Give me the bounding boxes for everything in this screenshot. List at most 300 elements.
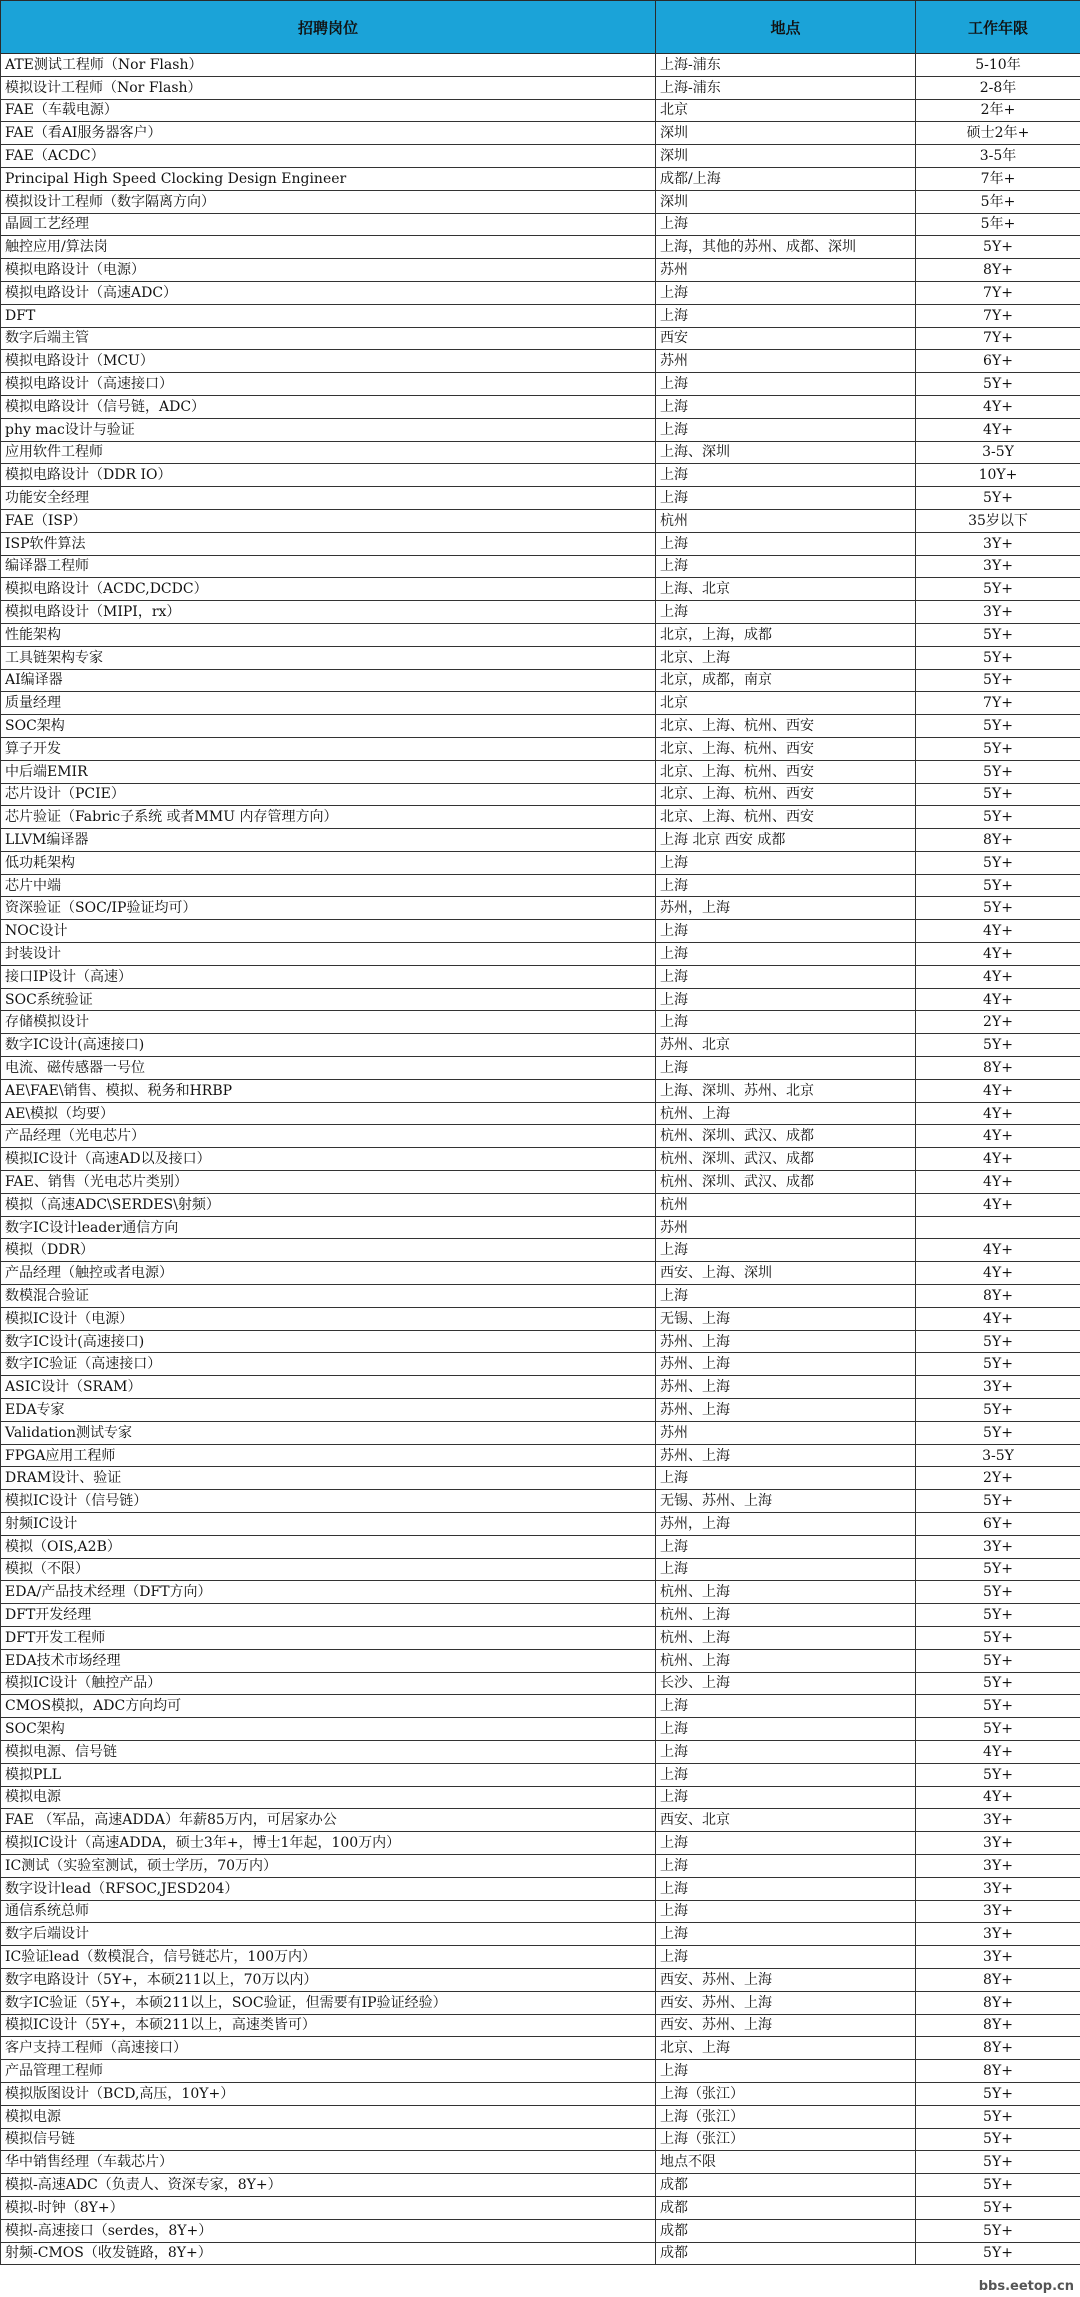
location-cell: 西安、北京 <box>656 1809 916 1832</box>
position-cell: 芯片设计（PCIE） <box>1 783 656 806</box>
position-cell: 模拟IC设计（高速ADDA，硕士3年+，博士1年起，100万内） <box>1 1832 656 1855</box>
position-cell: 模拟电路设计（DDR IO） <box>1 464 656 487</box>
experience-cell: 5Y+ <box>916 715 1080 738</box>
header-experience: 工作年限 <box>916 1 1080 54</box>
location-cell: 苏州，上海 <box>656 1513 916 1536</box>
location-cell: 上海 <box>656 1923 916 1946</box>
position-cell: 模拟-时钟（8Y+） <box>1 2196 656 2219</box>
table-row <box>1 2242 1080 2265</box>
location-cell: 杭州 <box>656 1193 916 1216</box>
position-cell: EDA技术市场经理 <box>1 1649 656 1672</box>
location-cell: 上海 <box>656 1011 916 1034</box>
location-cell: 苏州、上海 <box>656 1330 916 1353</box>
location-cell: 北京、上海、杭州、西安 <box>656 783 916 806</box>
position-cell: 射频IC设计 <box>1 1513 656 1536</box>
position-cell: 数字IC验证（5Y+，本硕211以上，SOC验证，但需要有IP验证经验） <box>1 1991 656 2014</box>
position-cell: IC测试（实验室测试，硕士学历，70万内） <box>1 1854 656 1877</box>
experience-cell: 3Y+ <box>916 555 1080 578</box>
header-location: 地点 <box>656 1 916 54</box>
experience-cell: 5Y+ <box>916 1558 1080 1581</box>
location-cell: 上海-浦东 <box>656 76 916 99</box>
experience-cell: 4Y+ <box>916 1239 1080 1262</box>
location-cell: 上海 <box>656 1718 916 1741</box>
experience-cell: 5Y+ <box>916 2174 1080 2197</box>
location-cell: 上海 <box>656 395 916 418</box>
table-row <box>1 327 1080 350</box>
table-row <box>1 2105 1080 2128</box>
position-cell: FAE （军品，高速ADDA）年薪85万内，可居家办公 <box>1 1809 656 1832</box>
table-row <box>1 737 1080 760</box>
experience-cell: 5Y+ <box>916 578 1080 601</box>
experience-cell: 5Y+ <box>916 783 1080 806</box>
position-cell: 模拟IC设计（电源） <box>1 1307 656 1330</box>
position-cell: 资深验证（SOC/IP验证均可） <box>1 897 656 920</box>
experience-cell: 5Y+ <box>916 669 1080 692</box>
location-cell: 上海（张江） <box>656 2105 916 2128</box>
location-cell: 上海、深圳 <box>656 441 916 464</box>
location-cell: 杭州、上海 <box>656 1102 916 1125</box>
position-cell: LLVM编译器 <box>1 829 656 852</box>
location-cell: 上海，其他的苏州、成都、深圳 <box>656 236 916 259</box>
experience-cell: 8Y+ <box>916 1285 1080 1308</box>
experience-cell: 2年+ <box>916 99 1080 122</box>
position-cell: 功能安全经理 <box>1 487 656 510</box>
table-row <box>1 646 1080 669</box>
experience-cell: 5Y+ <box>916 623 1080 646</box>
position-cell: 数模混合验证 <box>1 1285 656 1308</box>
table-row <box>1 76 1080 99</box>
experience-cell: 5Y+ <box>916 646 1080 669</box>
table-row <box>1 1900 1080 1923</box>
position-cell: 数字设计lead（RFSOC,JESD204） <box>1 1877 656 1900</box>
location-cell: 杭州、上海 <box>656 1649 916 1672</box>
position-cell: 应用软件工程师 <box>1 441 656 464</box>
position-cell: FAE、销售（光电芯片类别） <box>1 1171 656 1194</box>
position-cell: 模拟电路设计（高速接口） <box>1 373 656 396</box>
experience-cell: 5Y+ <box>916 2219 1080 2242</box>
location-cell: 上海 北京 西安 成都 <box>656 829 916 852</box>
location-cell: 上海 <box>656 1057 916 1080</box>
location-cell: 北京，上海，成都 <box>656 623 916 646</box>
position-cell: 模拟电路设计（信号链，ADC） <box>1 395 656 418</box>
location-cell: 苏州 <box>656 259 916 282</box>
position-cell: 编译器工程师 <box>1 555 656 578</box>
experience-cell: 5-10年 <box>916 54 1080 77</box>
position-cell: Validation测试专家 <box>1 1421 656 1444</box>
experience-cell: 5Y+ <box>916 487 1080 510</box>
position-cell: 封装设计 <box>1 943 656 966</box>
location-cell: 苏州、上海 <box>656 1444 916 1467</box>
table-row <box>1 122 1080 145</box>
position-cell: SOC架构 <box>1 1718 656 1741</box>
experience-cell: 5Y+ <box>916 236 1080 259</box>
position-cell: DFT <box>1 304 656 327</box>
table-row <box>1 1535 1080 1558</box>
position-cell: 模拟电源、信号链 <box>1 1740 656 1763</box>
location-cell: 上海、北京 <box>656 578 916 601</box>
position-cell: Principal High Speed Clocking Design Engineer <box>1 167 656 190</box>
location-cell: 苏州、北京 <box>656 1034 916 1057</box>
experience-cell: 6Y+ <box>916 1513 1080 1536</box>
table-row <box>1 259 1080 282</box>
table-body <box>1 54 1080 2265</box>
table-row <box>1 1946 1080 1969</box>
position-cell: 数字电路设计（5Y+，本硕211以上，70万以内） <box>1 1968 656 1991</box>
experience-cell: 5Y+ <box>916 1672 1080 1695</box>
position-cell: 模拟电路设计（电源） <box>1 259 656 282</box>
header-position: 招聘岗位 <box>1 1 656 54</box>
experience-cell: 5Y+ <box>916 2242 1080 2265</box>
location-cell: 长沙、上海 <box>656 1672 916 1695</box>
table-row <box>1 1421 1080 1444</box>
experience-cell: 5Y+ <box>916 897 1080 920</box>
table-row <box>1 1672 1080 1695</box>
table-row <box>1 1649 1080 1672</box>
position-cell: SOC系统验证 <box>1 988 656 1011</box>
table-row <box>1 897 1080 920</box>
experience-cell: 2Y+ <box>916 1467 1080 1490</box>
location-cell: 上海 <box>656 532 916 555</box>
position-cell: 射频-CMOS（收发链路，8Y+） <box>1 2242 656 2265</box>
location-cell: 成都/上海 <box>656 167 916 190</box>
location-cell: 苏州、上海 <box>656 1376 916 1399</box>
position-cell: 数字IC设计(高速接口) <box>1 1330 656 1353</box>
experience-cell: 4Y+ <box>916 395 1080 418</box>
location-cell: 西安、上海、深圳 <box>656 1262 916 1285</box>
location-cell: 杭州、上海 <box>656 1626 916 1649</box>
table-row <box>1 1832 1080 1855</box>
position-cell: AE\模拟（均要） <box>1 1102 656 1125</box>
experience-cell: 8Y+ <box>916 2060 1080 2083</box>
location-cell: 上海 <box>656 1740 916 1763</box>
location-cell: 西安 <box>656 327 916 350</box>
table-row <box>1 1193 1080 1216</box>
table-row <box>1 395 1080 418</box>
position-cell: 模拟IC设计（触控产品） <box>1 1672 656 1695</box>
position-cell: 模拟电源 <box>1 1786 656 1809</box>
experience-cell: 5Y+ <box>916 1490 1080 1513</box>
experience-cell: 5年+ <box>916 190 1080 213</box>
location-cell: 北京、上海、杭州、西安 <box>656 715 916 738</box>
location-cell: 苏州、上海 <box>656 1353 916 1376</box>
experience-cell: 7Y+ <box>916 281 1080 304</box>
table-row <box>1 1079 1080 1102</box>
table-row <box>1 418 1080 441</box>
position-cell: FAE（车载电源） <box>1 99 656 122</box>
table-row <box>1 1444 1080 1467</box>
location-cell: 上海（张江） <box>656 2128 916 2151</box>
table-row <box>1 2060 1080 2083</box>
location-cell: 上海 <box>656 1786 916 1809</box>
location-cell: 深圳 <box>656 122 916 145</box>
table-row <box>1 1558 1080 1581</box>
table-row <box>1 236 1080 259</box>
location-cell: 杭州、深圳、武汉、成都 <box>656 1125 916 1148</box>
experience-cell: 5Y+ <box>916 1604 1080 1627</box>
location-cell: 成都 <box>656 2196 916 2219</box>
table-row <box>1 1011 1080 1034</box>
position-cell: SOC架构 <box>1 715 656 738</box>
location-cell: 上海 <box>656 1946 916 1969</box>
location-cell: 上海 <box>656 1285 916 1308</box>
table-row <box>1 2151 1080 2174</box>
table-row <box>1 1171 1080 1194</box>
experience-cell: 35岁以下 <box>916 509 1080 532</box>
location-cell: 成都 <box>656 2174 916 2197</box>
position-cell: 模拟电路设计（MCU） <box>1 350 656 373</box>
position-cell: 模拟（OIS,A2B） <box>1 1535 656 1558</box>
position-cell: 模拟设计工程师（Nor Flash） <box>1 76 656 99</box>
table-row <box>1 920 1080 943</box>
experience-cell: 5Y+ <box>916 1763 1080 1786</box>
location-cell: 杭州、上海 <box>656 1581 916 1604</box>
position-cell: 数字IC验证（高速接口） <box>1 1353 656 1376</box>
experience-cell: 5Y+ <box>916 2128 1080 2151</box>
table-row <box>1 1034 1080 1057</box>
location-cell: 杭州、上海 <box>656 1604 916 1627</box>
experience-cell: 5Y+ <box>916 1695 1080 1718</box>
table-row <box>1 1604 1080 1627</box>
experience-cell: 3Y+ <box>916 1832 1080 1855</box>
experience-cell: 8Y+ <box>916 259 1080 282</box>
experience-cell: 4Y+ <box>916 1171 1080 1194</box>
experience-cell: 7年+ <box>916 167 1080 190</box>
position-cell: 质量经理 <box>1 692 656 715</box>
location-cell: 杭州、深圳、武汉、成都 <box>656 1148 916 1171</box>
experience-cell: 4Y+ <box>916 1125 1080 1148</box>
experience-cell: 5Y+ <box>916 1421 1080 1444</box>
location-cell: 上海 <box>656 213 916 236</box>
position-cell: 通信系统总师 <box>1 1900 656 1923</box>
experience-cell: 4Y+ <box>916 1148 1080 1171</box>
position-cell: 产品经理（光电芯片） <box>1 1125 656 1148</box>
location-cell: 西安、苏州、上海 <box>656 2014 916 2037</box>
table-row <box>1 1581 1080 1604</box>
position-cell: phy mac设计与验证 <box>1 418 656 441</box>
table-row <box>1 213 1080 236</box>
table-row <box>1 1057 1080 1080</box>
experience-cell: 3Y+ <box>916 1376 1080 1399</box>
position-cell: 模拟PLL <box>1 1763 656 1786</box>
position-cell: 模拟电源 <box>1 2105 656 2128</box>
position-cell: 数字后端设计 <box>1 1923 656 1946</box>
table-row <box>1 1513 1080 1536</box>
experience-cell: 5Y+ <box>916 1399 1080 1422</box>
table-row <box>1 441 1080 464</box>
position-cell: 芯片验证（Fabric子系统 或者MMU 内存管理方向） <box>1 806 656 829</box>
position-cell: 工具链架构专家 <box>1 646 656 669</box>
experience-cell: 8Y+ <box>916 1057 1080 1080</box>
experience-cell: 7Y+ <box>916 327 1080 350</box>
position-cell: DRAM设计、验证 <box>1 1467 656 1490</box>
table-row <box>1 806 1080 829</box>
experience-cell: 8Y+ <box>916 2037 1080 2060</box>
position-cell: 算子开发 <box>1 737 656 760</box>
location-cell: 苏州 <box>656 1216 916 1239</box>
position-cell: 接口IP设计（高速） <box>1 965 656 988</box>
location-cell: 上海-浦东 <box>656 54 916 77</box>
location-cell: 上海 <box>656 555 916 578</box>
location-cell: 上海 <box>656 418 916 441</box>
location-cell: 西安、苏州、上海 <box>656 1991 916 2014</box>
experience-cell: 4Y+ <box>916 1102 1080 1125</box>
table-row <box>1 487 1080 510</box>
location-cell: 北京 <box>656 99 916 122</box>
location-cell: 上海 <box>656 281 916 304</box>
table-row <box>1 1490 1080 1513</box>
table-row <box>1 2082 1080 2105</box>
table-row <box>1 1376 1080 1399</box>
table-row <box>1 874 1080 897</box>
table-row <box>1 1125 1080 1148</box>
experience-cell: 4Y+ <box>916 1262 1080 1285</box>
table-row <box>1 1809 1080 1832</box>
table-row <box>1 851 1080 874</box>
table-row <box>1 1740 1080 1763</box>
experience-cell: 3-5Y <box>916 1444 1080 1467</box>
position-cell: NOC设计 <box>1 920 656 943</box>
position-cell: 模拟信号链 <box>1 2128 656 2151</box>
watermark: bbs.eetop.cn <box>978 2279 1074 2294</box>
experience-cell: 5Y+ <box>916 760 1080 783</box>
experience-cell: 5Y+ <box>916 1581 1080 1604</box>
table-row <box>1 623 1080 646</box>
location-cell: 苏州 <box>656 350 916 373</box>
position-cell: FPGA应用工程师 <box>1 1444 656 1467</box>
position-cell: 模拟电路设计（MIPI，rx） <box>1 601 656 624</box>
table-row <box>1 1877 1080 1900</box>
location-cell: 上海、深圳、苏州、北京 <box>656 1079 916 1102</box>
table-row <box>1 1330 1080 1353</box>
table-row <box>1 2128 1080 2151</box>
table-row <box>1 1262 1080 1285</box>
location-cell: 上海 <box>656 2060 916 2083</box>
position-cell: EDA/产品技术经理（DFT方向） <box>1 1581 656 1604</box>
position-cell: ASIC设计（SRAM） <box>1 1376 656 1399</box>
table-row <box>1 167 1080 190</box>
table-row <box>1 783 1080 806</box>
table-row <box>1 1148 1080 1171</box>
location-cell: 上海 <box>656 1239 916 1262</box>
location-cell: 地点不限 <box>656 2151 916 2174</box>
position-cell: FAE（ACDC） <box>1 145 656 168</box>
table-row <box>1 1216 1080 1239</box>
experience-cell: 3Y+ <box>916 1877 1080 1900</box>
location-cell: 北京、上海 <box>656 2037 916 2060</box>
location-cell: 上海 <box>656 1900 916 1923</box>
table-row <box>1 1763 1080 1786</box>
experience-cell: 3Y+ <box>916 1946 1080 1969</box>
location-cell: 北京、上海、杭州、西安 <box>656 806 916 829</box>
location-cell: 北京、上海、杭州、西安 <box>656 760 916 783</box>
experience-cell: 8Y+ <box>916 2014 1080 2037</box>
experience-cell: 5Y+ <box>916 1649 1080 1672</box>
location-cell: 上海 <box>656 373 916 396</box>
location-cell: 北京，成都，南京 <box>656 669 916 692</box>
position-cell: AE\FAE\销售、模拟、税务和HRBP <box>1 1079 656 1102</box>
table-row <box>1 509 1080 532</box>
table-row <box>1 1695 1080 1718</box>
location-cell: 上海 <box>656 988 916 1011</box>
position-cell: 模拟设计工程师（数字隔离方向） <box>1 190 656 213</box>
position-cell: EDA专家 <box>1 1399 656 1422</box>
experience-cell: 5Y+ <box>916 2082 1080 2105</box>
location-cell: 北京 <box>656 692 916 715</box>
position-cell: FAE（ISP） <box>1 509 656 532</box>
position-cell: 数字IC设计leader通信方向 <box>1 1216 656 1239</box>
position-cell: 模拟IC设计（高速AD以及接口） <box>1 1148 656 1171</box>
experience-cell: 3-5年 <box>916 145 1080 168</box>
table-row <box>1 1285 1080 1308</box>
experience-cell: 3Y+ <box>916 1900 1080 1923</box>
table-row <box>1 190 1080 213</box>
experience-cell: 4Y+ <box>916 1786 1080 1809</box>
experience-cell: 3Y+ <box>916 1854 1080 1877</box>
position-cell: 产品经理（触控或者电源） <box>1 1262 656 1285</box>
experience-cell: 5Y+ <box>916 2151 1080 2174</box>
experience-cell: 4Y+ <box>916 965 1080 988</box>
experience-cell: 10Y+ <box>916 464 1080 487</box>
experience-cell: 4Y+ <box>916 1307 1080 1330</box>
position-cell: 模拟（DDR） <box>1 1239 656 1262</box>
position-cell: 触控应用/算法岗 <box>1 236 656 259</box>
position-cell: 性能架构 <box>1 623 656 646</box>
table-row <box>1 281 1080 304</box>
location-cell: 成都 <box>656 2219 916 2242</box>
table-row <box>1 350 1080 373</box>
location-cell: 上海 <box>656 1832 916 1855</box>
experience-cell: 5Y+ <box>916 1626 1080 1649</box>
position-cell: 中后端EMIR <box>1 760 656 783</box>
table-row <box>1 1399 1080 1422</box>
location-cell: 上海 <box>656 874 916 897</box>
position-cell: 晶圆工艺经理 <box>1 213 656 236</box>
table-row <box>1 373 1080 396</box>
position-cell: 模拟-高速接口（serdes，8Y+） <box>1 2219 656 2242</box>
experience-cell: 7Y+ <box>916 692 1080 715</box>
position-cell: DFT开发工程师 <box>1 1626 656 1649</box>
experience-cell <box>916 1216 1080 1239</box>
table-row <box>1 1102 1080 1125</box>
position-cell: CMOS模拟，ADC方向均可 <box>1 1695 656 1718</box>
position-cell: 模拟（不限） <box>1 1558 656 1581</box>
table-row <box>1 2196 1080 2219</box>
table-row <box>1 2037 1080 2060</box>
location-cell: 深圳 <box>656 190 916 213</box>
experience-cell: 4Y+ <box>916 1079 1080 1102</box>
table-row <box>1 760 1080 783</box>
table-row <box>1 532 1080 555</box>
experience-cell: 3Y+ <box>916 1535 1080 1558</box>
position-cell: 模拟版图设计（BCD,高压，10Y+） <box>1 2082 656 2105</box>
experience-cell: 2-8年 <box>916 76 1080 99</box>
location-cell: 上海 <box>656 1877 916 1900</box>
experience-cell: 3-5Y <box>916 441 1080 464</box>
location-cell: 上海 <box>656 1763 916 1786</box>
table-row <box>1 304 1080 327</box>
position-cell: 模拟IC设计（信号链） <box>1 1490 656 1513</box>
table-row <box>1 1786 1080 1809</box>
experience-cell: 5Y+ <box>916 874 1080 897</box>
table-row <box>1 145 1080 168</box>
position-cell: ATE测试工程师（Nor Flash） <box>1 54 656 77</box>
location-cell: 上海 <box>656 601 916 624</box>
table-row <box>1 965 1080 988</box>
table-row <box>1 578 1080 601</box>
experience-cell: 3Y+ <box>916 1923 1080 1946</box>
position-cell: 低功耗架构 <box>1 851 656 874</box>
position-cell: 数字IC设计(高速接口) <box>1 1034 656 1057</box>
